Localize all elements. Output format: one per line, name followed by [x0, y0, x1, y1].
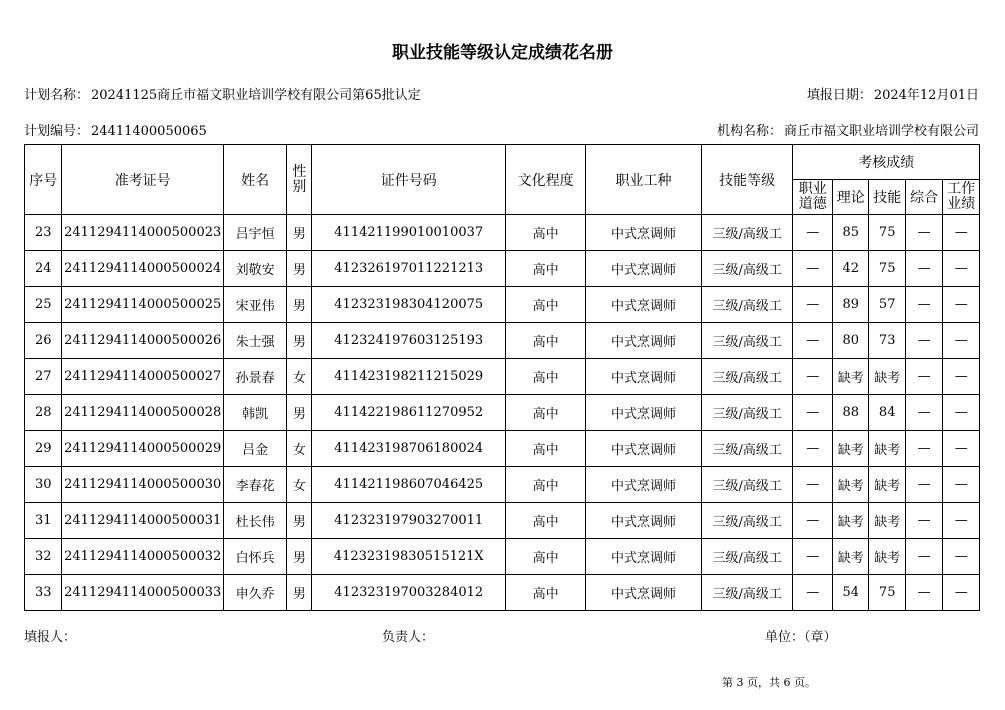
cell-name: 宋亚伟	[223, 287, 287, 323]
cell-gender: 女	[287, 431, 312, 467]
header-gender: 性别	[287, 145, 312, 215]
cell-theory: 缺考	[833, 431, 869, 467]
cell-gender: 男	[287, 215, 312, 251]
cell-name: 朱士强	[223, 323, 287, 359]
footer-filler: 填报人：	[24, 630, 77, 645]
cell-education: 高中	[506, 323, 586, 359]
header-ethics: 职业道德	[793, 180, 833, 215]
cell-ethics: —	[793, 467, 833, 503]
cell-skill: 缺考	[869, 467, 905, 503]
cell-work-perf: —	[943, 395, 980, 431]
cell-theory: 缺考	[833, 539, 869, 575]
cell-name: 孙景春	[223, 359, 287, 395]
table-row	[25, 575, 980, 611]
cell-comprehensive: —	[905, 575, 942, 611]
cell-education: 高中	[506, 575, 586, 611]
cell-gender: 男	[287, 323, 312, 359]
plan-name	[24, 84, 421, 103]
cell-exam-no: 2411294114000500031	[62, 503, 223, 539]
header-work-perf: 工作业绩	[943, 180, 980, 215]
header-comprehensive: 综合	[905, 180, 942, 215]
cell-gender: 男	[287, 287, 312, 323]
plan-no-label: 计划编号：	[24, 124, 90, 139]
cell-work-perf: —	[943, 251, 980, 287]
cell-education: 高中	[506, 467, 586, 503]
header-exam-no: 准考证号	[62, 145, 223, 215]
cell-ethics: —	[793, 395, 833, 431]
cell-exam-no: 2411294114000500033	[62, 575, 223, 611]
cell-job-type: 中式烹调师	[586, 503, 702, 539]
cell-name: 申久乔	[223, 575, 287, 611]
cell-job-type: 中式烹调师	[586, 323, 702, 359]
cell-skill: 缺考	[869, 359, 905, 395]
cell-education: 高中	[506, 215, 586, 251]
cell-name: 刘敬安	[223, 251, 287, 287]
cell-comprehensive: —	[905, 467, 942, 503]
cell-id-no: 412326197011221213	[312, 251, 506, 287]
cell-seq: 33	[25, 575, 62, 611]
cell-skill: 84	[869, 395, 905, 431]
cell-ethics: —	[793, 539, 833, 575]
cell-exam-no: 2411294114000500024	[62, 251, 223, 287]
cell-skill-level: 三级/高级工	[701, 287, 793, 323]
cell-work-perf: —	[943, 431, 980, 467]
cell-job-type: 中式烹调师	[586, 287, 702, 323]
cell-job-type: 中式烹调师	[586, 215, 702, 251]
cell-education: 高中	[506, 503, 586, 539]
cell-work-perf: —	[943, 575, 980, 611]
cell-id-no: 411423198211215029	[312, 359, 506, 395]
cell-ethics: —	[793, 287, 833, 323]
cell-comprehensive: —	[905, 251, 942, 287]
plan-no-value: 24411400050065	[91, 124, 207, 139]
cell-comprehensive: —	[905, 395, 942, 431]
table-row	[25, 539, 980, 575]
report-date-label: 填报日期：	[806, 88, 872, 103]
cell-comprehensive: —	[905, 359, 942, 395]
cell-theory: 54	[833, 575, 869, 611]
cell-skill-level: 三级/高级工	[701, 575, 793, 611]
cell-job-type: 中式烹调师	[586, 251, 702, 287]
page-info: 第 3 页，共 6 页。	[722, 676, 816, 689]
cell-id-no: 412323197003284012	[312, 575, 506, 611]
cell-gender: 男	[287, 503, 312, 539]
cell-job-type: 中式烹调师	[586, 395, 702, 431]
plan-name-label: 计划名称：	[24, 88, 90, 103]
cell-education: 高中	[506, 431, 586, 467]
header-education: 文化程度	[506, 145, 586, 215]
cell-skill: 75	[869, 575, 905, 611]
cell-ethics: —	[793, 215, 833, 251]
cell-comprehensive: —	[905, 287, 942, 323]
cell-skill: 缺考	[869, 539, 905, 575]
cell-skill-level: 三级/高级工	[701, 395, 793, 431]
table-row	[25, 251, 980, 287]
header-job-type: 职业工种	[586, 145, 702, 215]
cell-theory: 80	[833, 323, 869, 359]
cell-education: 高中	[506, 359, 586, 395]
table-row	[25, 431, 980, 467]
cell-exam-no: 2411294114000500032	[62, 539, 223, 575]
report-date	[807, 84, 979, 103]
cell-comprehensive: —	[905, 539, 942, 575]
cell-name: 白怀兵	[223, 539, 287, 575]
table-row	[25, 215, 980, 251]
cell-comprehensive: —	[905, 431, 942, 467]
cell-job-type: 中式烹调师	[586, 359, 702, 395]
cell-name: 韩凯	[223, 395, 287, 431]
cell-theory: 42	[833, 251, 869, 287]
cell-job-type: 中式烹调师	[586, 431, 702, 467]
cell-comprehensive: —	[905, 503, 942, 539]
cell-education: 高中	[506, 539, 586, 575]
cell-id-no: 411423198706180024	[312, 431, 506, 467]
cell-job-type: 中式烹调师	[586, 539, 702, 575]
table-row	[25, 467, 980, 503]
org-name	[717, 120, 979, 139]
cell-exam-no: 2411294114000500025	[62, 287, 223, 323]
cell-skill-level: 三级/高级工	[701, 323, 793, 359]
cell-education: 高中	[506, 287, 586, 323]
table-row	[25, 323, 980, 359]
header-theory: 理论	[833, 180, 869, 215]
score-roster-table	[24, 144, 980, 611]
cell-skill: 73	[869, 323, 905, 359]
cell-job-type: 中式烹调师	[586, 467, 702, 503]
cell-id-no: 412323197903270011	[312, 503, 506, 539]
page-title: 职业技能等级认定成绩花名册	[392, 43, 613, 63]
footer-responsible: 负责人：	[382, 630, 435, 645]
cell-skill-level: 三级/高级工	[701, 431, 793, 467]
plan-name-value: 20241125商丘市福文职业培训学校有限公司第65批认定	[91, 88, 421, 103]
header-skill-level: 技能等级	[701, 145, 793, 215]
cell-skill: 缺考	[869, 503, 905, 539]
cell-seq: 26	[25, 323, 62, 359]
cell-exam-no: 2411294114000500030	[62, 467, 223, 503]
cell-ethics: —	[793, 575, 833, 611]
cell-work-perf: —	[943, 539, 980, 575]
cell-comprehensive: —	[905, 323, 942, 359]
cell-comprehensive: —	[905, 215, 942, 251]
cell-seq: 30	[25, 467, 62, 503]
cell-id-no: 411422198611270952	[312, 395, 506, 431]
cell-skill-level: 三级/高级工	[701, 359, 793, 395]
cell-theory: 85	[833, 215, 869, 251]
cell-ethics: —	[793, 431, 833, 467]
cell-gender: 女	[287, 467, 312, 503]
cell-name: 李春花	[223, 467, 287, 503]
table-row	[25, 395, 980, 431]
cell-gender: 男	[287, 539, 312, 575]
cell-seq: 28	[25, 395, 62, 431]
cell-gender: 男	[287, 395, 312, 431]
cell-skill-level: 三级/高级工	[701, 467, 793, 503]
cell-theory: 缺考	[833, 503, 869, 539]
cell-id-no: 41232319830515121X	[312, 539, 506, 575]
cell-seq: 25	[25, 287, 62, 323]
cell-gender: 男	[287, 575, 312, 611]
cell-exam-no: 2411294114000500029	[62, 431, 223, 467]
cell-gender: 女	[287, 359, 312, 395]
cell-job-type: 中式烹调师	[586, 575, 702, 611]
table-row	[25, 359, 980, 395]
cell-seq: 23	[25, 215, 62, 251]
cell-theory: 88	[833, 395, 869, 431]
report-date-value: 2024年12月01日	[873, 88, 979, 103]
cell-ethics: —	[793, 251, 833, 287]
cell-seq: 24	[25, 251, 62, 287]
cell-id-no: 411421199010010037	[312, 215, 506, 251]
cell-skill: 75	[869, 251, 905, 287]
cell-name: 吕宇恒	[223, 215, 287, 251]
cell-seq: 31	[25, 503, 62, 539]
roster-body	[25, 215, 980, 611]
cell-gender: 男	[287, 251, 312, 287]
cell-skill-level: 三级/高级工	[701, 215, 793, 251]
table-row	[25, 287, 980, 323]
cell-name: 杜长伟	[223, 503, 287, 539]
cell-ethics: —	[793, 359, 833, 395]
plan-no	[24, 120, 207, 139]
cell-work-perf: —	[943, 359, 980, 395]
cell-theory: 89	[833, 287, 869, 323]
cell-theory: 缺考	[833, 359, 869, 395]
header-id-no: 证件号码	[312, 145, 506, 215]
table-row	[25, 503, 980, 539]
cell-exam-no: 2411294114000500026	[62, 323, 223, 359]
cell-education: 高中	[506, 251, 586, 287]
cell-id-no: 412323198304120075	[312, 287, 506, 323]
header-scores: 考核成绩	[793, 145, 980, 180]
org-name-label: 机构名称：	[716, 124, 782, 139]
cell-work-perf: —	[943, 503, 980, 539]
cell-id-no: 411421198607046425	[312, 467, 506, 503]
cell-name: 吕金	[223, 431, 287, 467]
cell-seq: 27	[25, 359, 62, 395]
cell-work-perf: —	[943, 467, 980, 503]
footer-unit: 单位：（章）	[765, 630, 837, 645]
cell-exam-no: 2411294114000500027	[62, 359, 223, 395]
org-name-value: 商丘市福文职业培训学校有限公司	[783, 124, 979, 139]
cell-ethics: —	[793, 323, 833, 359]
cell-skill-level: 三级/高级工	[701, 251, 793, 287]
cell-skill: 75	[869, 215, 905, 251]
cell-skill: 57	[869, 287, 905, 323]
cell-exam-no: 2411294114000500028	[62, 395, 223, 431]
header-name: 姓名	[223, 145, 287, 215]
cell-work-perf: —	[943, 323, 980, 359]
cell-education: 高中	[506, 395, 586, 431]
cell-seq: 29	[25, 431, 62, 467]
cell-skill-level: 三级/高级工	[701, 503, 793, 539]
cell-skill: 缺考	[869, 431, 905, 467]
cell-seq: 32	[25, 539, 62, 575]
cell-exam-no: 2411294114000500023	[62, 215, 223, 251]
header-seq: 序号	[25, 145, 62, 215]
cell-work-perf: —	[943, 215, 980, 251]
cell-work-perf: —	[943, 287, 980, 323]
cell-theory: 缺考	[833, 467, 869, 503]
cell-ethics: —	[793, 503, 833, 539]
cell-skill-level: 三级/高级工	[701, 539, 793, 575]
cell-id-no: 412324197603125193	[312, 323, 506, 359]
header-skill: 技能	[869, 180, 905, 215]
